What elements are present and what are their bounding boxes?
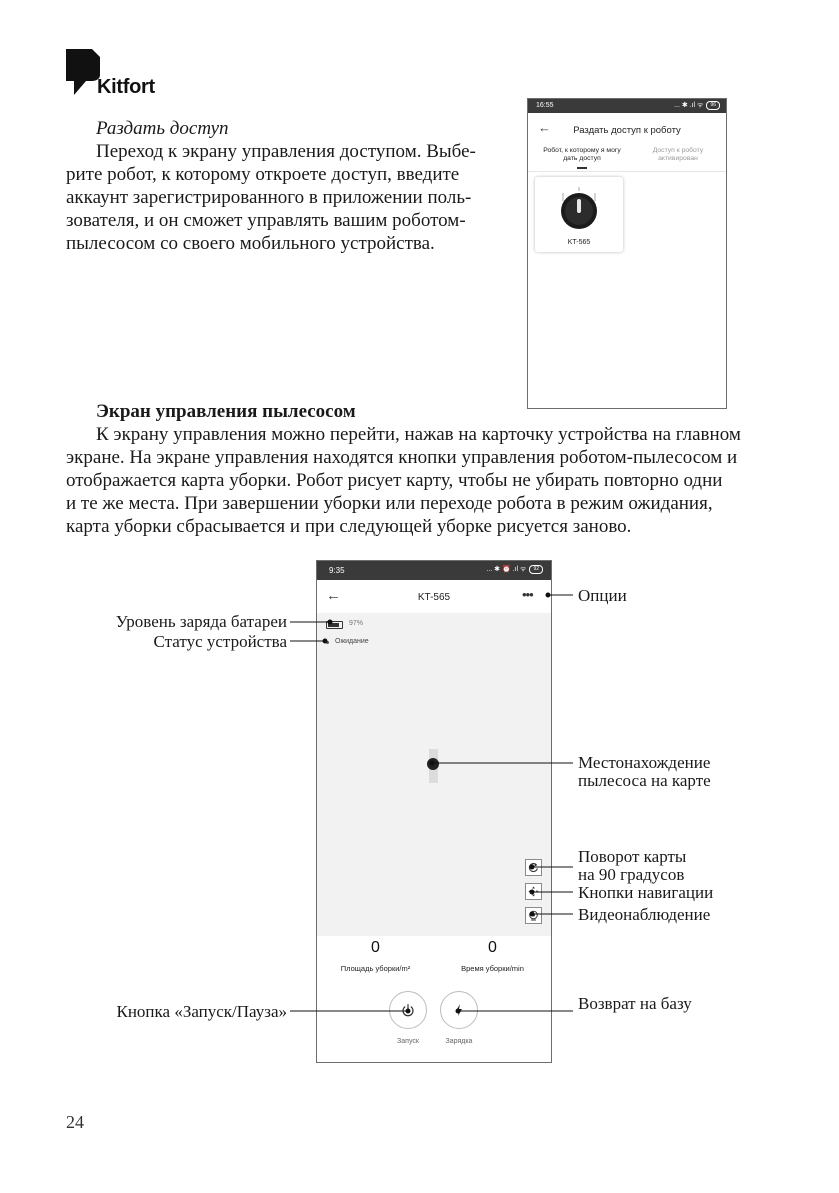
section2-line: экране. На экране управления находятся кнопки управления роботом-пылесосом и bbox=[66, 447, 738, 468]
section2-line: и те же места. При завершении уборки или переходе робота в режим ожидания, bbox=[66, 493, 713, 514]
section1-line: рите робот, к которому откроете доступ, введите bbox=[66, 164, 460, 185]
rotate-icon bbox=[528, 862, 539, 873]
cleaning-time-value: 0 bbox=[488, 939, 497, 956]
page-number: 24 bbox=[66, 1112, 84, 1132]
status-icons bbox=[486, 565, 543, 574]
start-pause-button[interactable] bbox=[389, 991, 427, 1029]
lightning-icon bbox=[453, 1003, 465, 1017]
kitfort-logo-icon bbox=[66, 49, 100, 95]
navigation-button[interactable] bbox=[525, 883, 542, 900]
section1-line: Переход к экрану управления доступом. Выбе- bbox=[96, 141, 476, 162]
section2-line: К экрану управления можно перейти, нажав на карточку устройства на главном bbox=[96, 424, 741, 445]
device-card[interactable] bbox=[535, 177, 623, 252]
back-arrow-icon[interactable]: ← bbox=[326, 587, 341, 604]
device-card-label: KT-565 bbox=[567, 239, 591, 246]
tab-access-activated[interactable]: Доступ к роботу активирован bbox=[652, 147, 704, 162]
power-icon bbox=[401, 1003, 415, 1017]
cleaned-area-value: 0 bbox=[371, 939, 380, 956]
share-access-phone-screen bbox=[527, 98, 727, 409]
cleaned-area-label: Площадь уборки/m² bbox=[340, 964, 411, 973]
section2-line: отображается карта уборки. Робот рисует карту, чтобы не убирать повторно одни bbox=[66, 470, 723, 491]
rotate-map-button[interactable] bbox=[525, 859, 542, 876]
status-icons bbox=[674, 101, 720, 110]
status-time: 9:35 bbox=[329, 566, 345, 575]
options-button[interactable]: ••• bbox=[522, 587, 533, 602]
callout-navigation: Кнопки навигации bbox=[578, 883, 714, 902]
return-to-dock-button[interactable] bbox=[440, 991, 478, 1029]
status-bar bbox=[317, 561, 551, 580]
dock-button-label: Зарядка bbox=[445, 1038, 473, 1045]
section-heading-control-screen: Экран управления пылесосом bbox=[96, 401, 356, 422]
tab-can-share[interactable]: Робот, к которому я могу дать доступ bbox=[543, 147, 621, 162]
callout-robot-location: Местонахождение bbox=[578, 753, 711, 772]
callout-rotate-map: на 90 градусов bbox=[578, 865, 685, 884]
status-battery-icon: 96 bbox=[706, 101, 720, 110]
battery-level-text: 97% bbox=[349, 620, 364, 627]
callout-battery-level: Уровень заряда батареи bbox=[115, 612, 287, 631]
divider bbox=[528, 171, 726, 172]
callout-return-dock: Возврат на базу bbox=[578, 994, 692, 1013]
start-button-label: Запуск bbox=[397, 1038, 419, 1045]
section1-line: пылесосом со своего мобильного устройства. bbox=[66, 233, 435, 254]
screen-title: KT-565 bbox=[417, 592, 451, 603]
cleaning-time-label: Время уборки/min bbox=[461, 964, 524, 973]
active-tab-indicator bbox=[577, 167, 587, 169]
section1-line: зователя, и он сможет управлять вашим роботом- bbox=[66, 210, 466, 231]
status-signal-icons: ... ✱ ⏰ .ıl ᯤ bbox=[486, 566, 527, 573]
brand-name: Kitfort bbox=[97, 76, 155, 98]
camera-icon bbox=[528, 910, 539, 921]
section2-line: карта уборки сбрасывается и при следующей уборке рисуется заново. bbox=[66, 516, 632, 537]
callout-device-status: Статус устройства bbox=[153, 632, 287, 651]
status-time: 16:55 bbox=[536, 102, 554, 109]
video-surveillance-button[interactable] bbox=[525, 907, 542, 924]
callout-robot-location: пылесоса на карте bbox=[578, 771, 711, 790]
battery-level-icon bbox=[326, 621, 343, 629]
section-heading-share-access: Раздать доступ bbox=[96, 118, 229, 139]
section1-line: аккаунт зарегистрированного в приложении поль- bbox=[66, 187, 472, 208]
navigation-arrows-icon bbox=[528, 886, 539, 897]
device-status-text: Ожидание bbox=[335, 638, 369, 645]
callout-video: Видеонаблюдение bbox=[578, 905, 711, 924]
status-bar bbox=[528, 99, 726, 113]
callout-rotate-map: Поворот карты bbox=[578, 847, 687, 866]
vacuum-control-phone-screen bbox=[316, 560, 552, 1063]
status-signal-icons: ... ✱ .ıl ᯤ bbox=[674, 102, 704, 109]
callout-options: Опции bbox=[578, 586, 627, 605]
status-dot-icon bbox=[326, 641, 329, 644]
status-battery-icon: 92 bbox=[529, 565, 543, 574]
robot-location-icon bbox=[427, 758, 439, 770]
robot-vacuum-icon bbox=[549, 181, 609, 237]
screen-title: Раздать доступ к роботу bbox=[573, 125, 681, 136]
back-arrow-icon[interactable]: ← bbox=[538, 120, 551, 135]
callout-start-pause: Кнопка «Запуск/Пауза» bbox=[116, 1002, 287, 1021]
